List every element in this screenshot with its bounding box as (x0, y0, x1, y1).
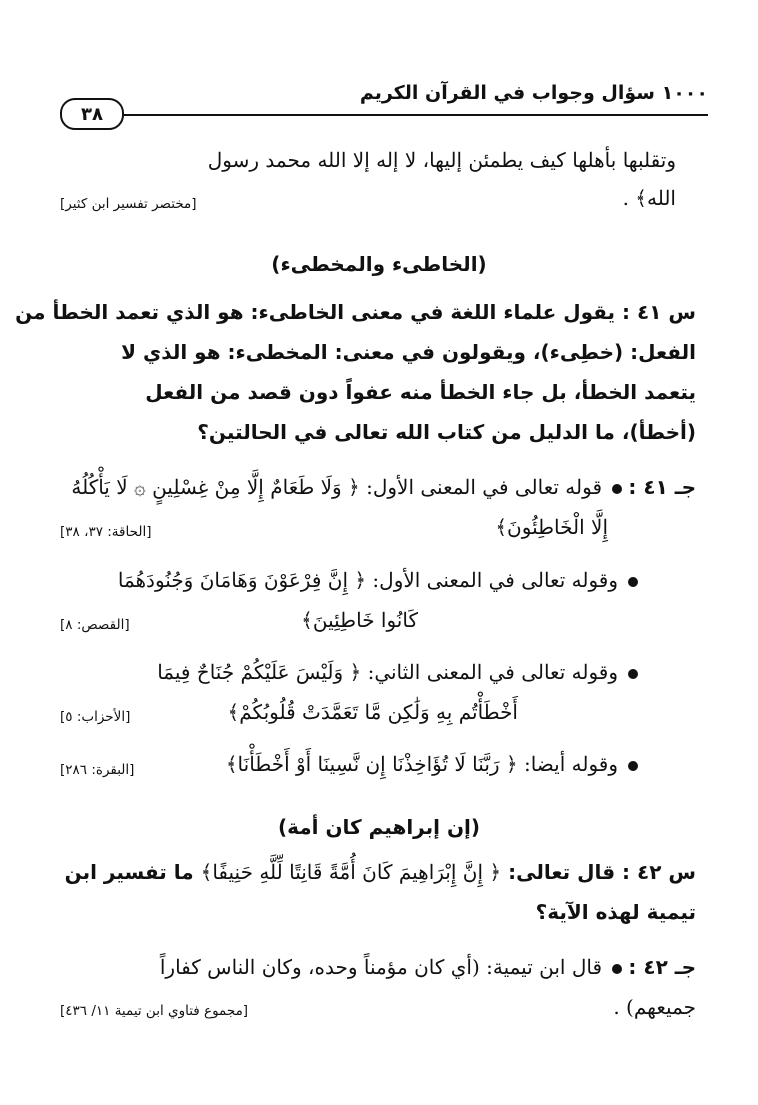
intro-source: [مختصر تفسير ابن كثير] (60, 196, 197, 212)
answer-41-item-1-line-1 (71, 475, 696, 499)
question-label: س ٤١ : (622, 300, 696, 324)
question-text: ما تفسير ابن (64, 860, 194, 884)
question-label: س ٤٢ : (622, 860, 696, 884)
bullet-icon (628, 669, 638, 679)
book-title: ١٠٠٠ سؤال وجواب في القرآن الكريم (359, 82, 708, 104)
section-heading: (الخاطىء والمخطىء) (271, 252, 487, 276)
verse-text: ﴿ إِنَّ إِبْرَاهِيمَ كَانَ أُمَّةً قَانِتًا لِّلَّهِ حَنِيفًا﴾ (200, 860, 502, 884)
reference: [القصص: ٨] (60, 617, 130, 633)
reference: [الأحزاب: ٥] (60, 709, 131, 725)
question-text: قال تعالى: (508, 860, 616, 884)
section-heading: (إن إبراهيم كان أمة) (277, 815, 481, 839)
answer-text: قوله تعالى في المعنى الأول: ﴿ وَلَا طَعَامٌ إِلَّا مِنْ غِسْلِينٍ ۞ لَا يَأْكُلُهُ (71, 475, 603, 499)
bullet-icon (612, 484, 622, 494)
answer-text: وقوله تعالى في المعنى الثاني: ﴿ وَلَيْسَ عَلَيْكُمْ جُنَاحٌ فِيمَا (157, 660, 618, 684)
question-41-line-2: الفعل: (خطِىء)، ويقولون في معنى: المخطىء: هو الذي لا (121, 340, 696, 364)
intro-line-1: وتقلبها بأهلها كيف يطمئن إليها، لا إله إلا الله محمد رسول (207, 148, 676, 172)
answer-41-item-1-line-2: إِلَّا الْخَاطِئُونَ﴾ (495, 515, 608, 539)
answer-41-item-2-line-1 (118, 568, 638, 592)
bullet-icon (628, 761, 638, 771)
page-number-badge (60, 98, 124, 130)
answer-42-line-2: جميعهم) . (613, 995, 696, 1019)
question-42-line-1 (65, 860, 696, 884)
question-41-line-3: يتعمد الخطأ، بل جاء الخطأ منه عفواً دون قصد من الفعل (145, 380, 696, 404)
answer-text: وقوله تعالى في المعنى الأول: ﴿ إِنَّ فِرْعَوْنَ وَهَامَانَ وَجُنُودَهُمَا (117, 568, 618, 592)
question-42-line-2: تيمية لهذه الآية؟ (535, 900, 696, 924)
question-41-line-4: (أخطأ)، ما الدليل من كتاب الله تعالى في الحالتين؟ (197, 420, 696, 444)
page-header (60, 82, 708, 125)
reference: [الحاقة: ٣٧، ٣٨] (60, 524, 152, 540)
reference: [البقرة: ٢٨٦] (60, 762, 135, 778)
question-41-line-1 (15, 300, 696, 324)
intro-line-2: الله﴾ . (622, 186, 676, 210)
answer-41-item-2-line-2: كَانُوا خَاطِئِينَ﴾ (301, 608, 418, 632)
reference: [مجموع فتاوي ابن تيمية ١١/ ٤٣٦] (60, 1003, 249, 1019)
answer-text: قال ابن تيمية: (أي كان مؤمناً وحده، وكان الناس كفاراً (159, 955, 603, 979)
answer-41-item-4 (226, 752, 638, 776)
header-rule (110, 114, 708, 116)
answer-41-item-3-line-1 (157, 660, 638, 684)
answer-label: جـ ٤٢ : (628, 955, 696, 979)
answer-42-line-1 (160, 955, 696, 979)
bullet-icon (612, 964, 622, 974)
bullet-icon (628, 577, 638, 587)
question-text: يقول علماء اللغة في معنى الخاطىء: هو الذي تعمد الخطأ من (15, 300, 616, 324)
answer-text: وقوله أيضا: ﴿ رَبَّنَا لَا تُؤَاخِذْنَا إِن نَّسِينَا أَوْ أَخْطَأْنَا﴾ (225, 752, 618, 776)
answer-41-item-3-line-2: أَخْطَأْتُم بِهِ وَلَٰكِن مَّا تَعَمَّدَتْ قُلُوبُكُمْ﴾ (227, 700, 518, 724)
page-number: ٣٨ (81, 103, 103, 125)
answer-label: جـ ٤١ : (628, 475, 696, 499)
